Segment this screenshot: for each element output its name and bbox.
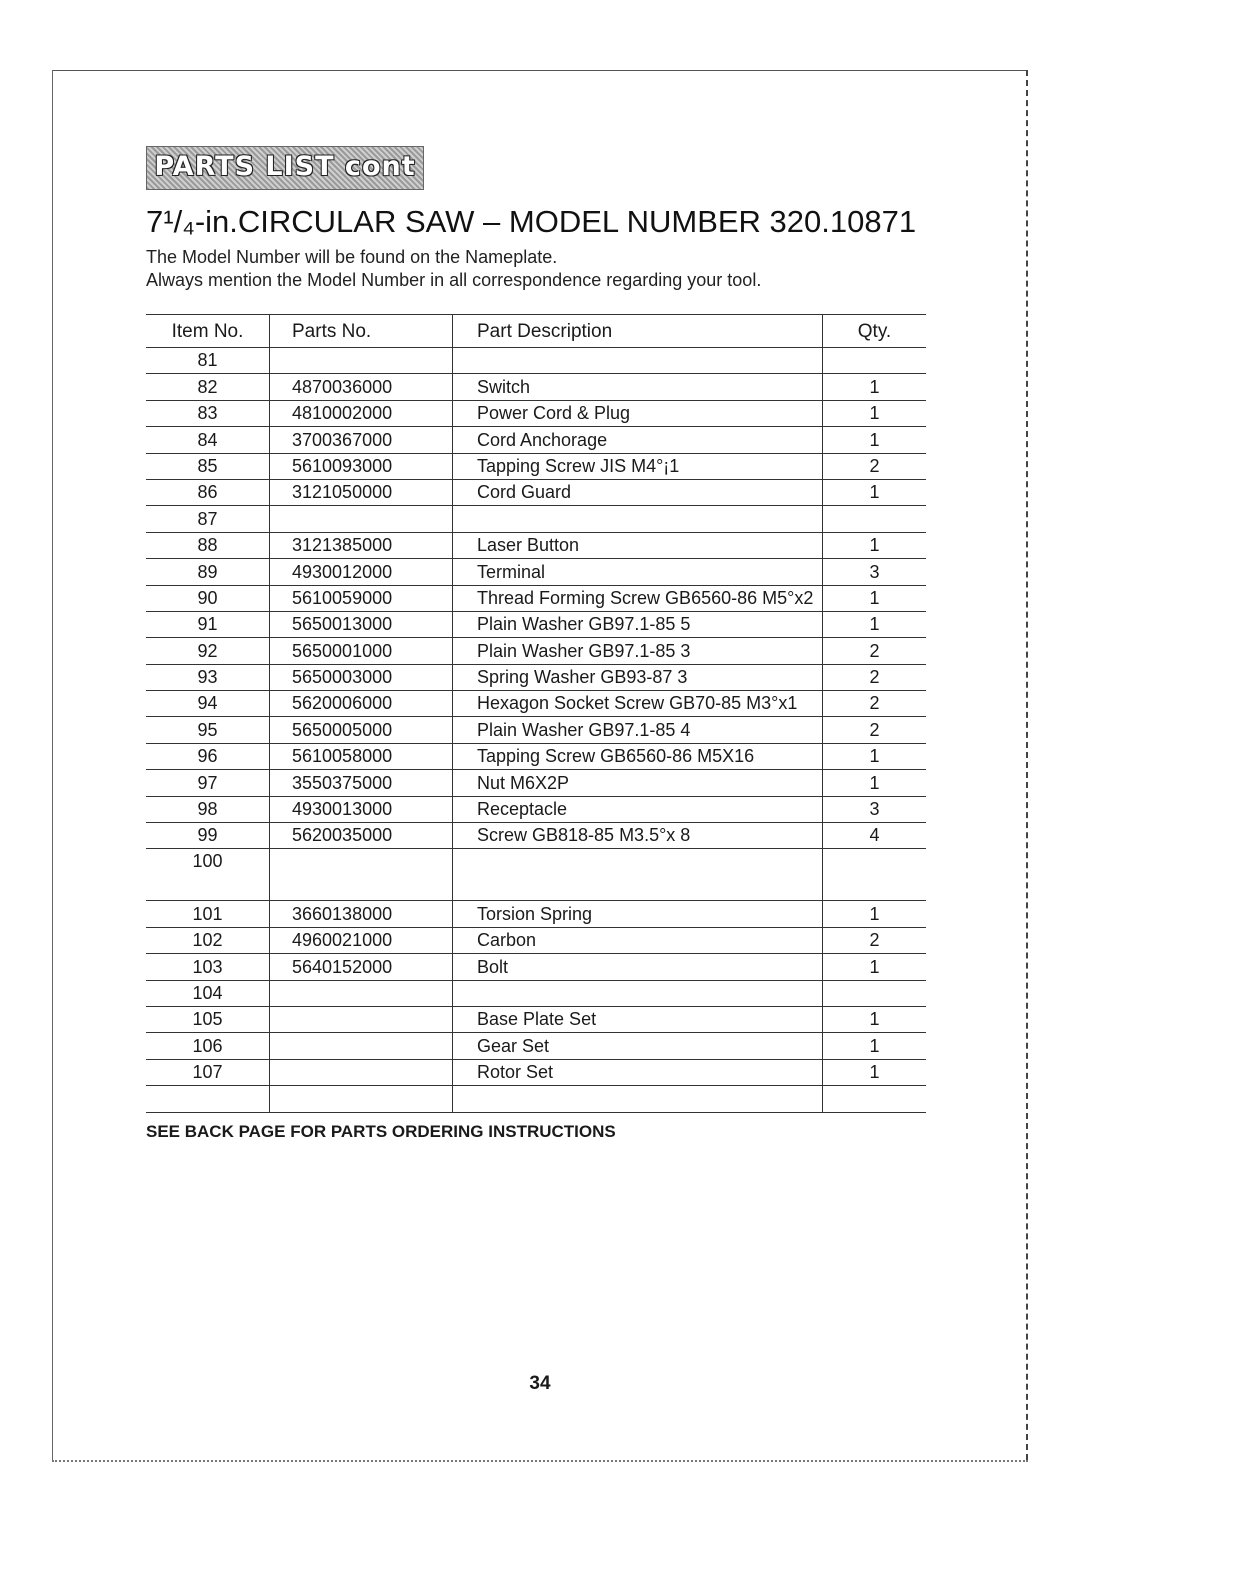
cell-item-no: 105 <box>146 1006 270 1032</box>
table-row <box>146 770 926 796</box>
table-row <box>146 664 926 690</box>
page-number: 34 <box>529 1373 551 1394</box>
cell-item-no: 88 <box>146 532 270 558</box>
cell-part-description: Cord Guard <box>453 479 823 505</box>
table-row <box>146 453 926 479</box>
table-row <box>146 743 926 769</box>
cell-qty: 1 <box>823 400 927 426</box>
cell-item-no: 89 <box>146 559 270 585</box>
header-parts-no: Parts No. <box>270 315 453 348</box>
cell-parts-no <box>270 849 453 901</box>
table-row <box>146 638 926 664</box>
cell-parts-no: 4870036000 <box>270 374 453 400</box>
table-row <box>146 1033 926 1059</box>
cell-item-no: 92 <box>146 638 270 664</box>
cell-item-no: 100 <box>146 849 270 901</box>
cell-qty: 1 <box>823 1006 927 1032</box>
cell-qty: 1 <box>823 611 927 637</box>
cell-part-description: Plain Washer GB97.1-85 3 <box>453 638 823 664</box>
cell-part-description: Carbon <box>453 927 823 953</box>
cell-item-no: 95 <box>146 717 270 743</box>
cell-item-no: 102 <box>146 927 270 953</box>
cell-parts-no: 5610093000 <box>270 453 453 479</box>
table-row <box>146 506 926 532</box>
cell-part-description: Screw GB818-85 M3.5°x 8 <box>453 823 823 849</box>
table-row <box>146 1086 926 1112</box>
cell-qty: 2 <box>823 927 927 953</box>
cell-parts-no: 4930013000 <box>270 796 453 822</box>
page-border-bottom <box>52 1460 1028 1462</box>
cell-item-no: 101 <box>146 901 270 927</box>
cell-item-no: 84 <box>146 427 270 453</box>
ordering-instructions-note: SEE BACK PAGE FOR PARTS ORDERING INSTRUCTIONS <box>146 1122 616 1141</box>
header-item-no: Item No. <box>146 315 270 348</box>
cell-qty <box>823 980 927 1006</box>
cell-parts-no: 5640152000 <box>270 954 453 980</box>
model-note-line-2: Always mention the Model Number in all correspondence regarding your tool. <box>146 270 762 290</box>
cell-part-description: Nut M6X2P <box>453 770 823 796</box>
table-header-row <box>146 315 926 348</box>
table-row <box>146 559 926 585</box>
table-row <box>146 348 926 374</box>
cell-item-no: 96 <box>146 743 270 769</box>
page-border-top <box>52 70 1026 71</box>
table-row <box>146 980 926 1006</box>
cell-part-description <box>453 849 823 901</box>
cell-item-no: 86 <box>146 479 270 505</box>
cell-item-no: 90 <box>146 585 270 611</box>
cell-part-description: Hexagon Socket Screw GB70-85 M3°x1 <box>453 691 823 717</box>
cell-part-description: Base Plate Set <box>453 1006 823 1032</box>
table-row <box>146 927 926 953</box>
cell-qty: 1 <box>823 374 927 400</box>
cell-parts-no: 3700367000 <box>270 427 453 453</box>
cell-item-no: 87 <box>146 506 270 532</box>
cell-part-description: Bolt <box>453 954 823 980</box>
cell-parts-no <box>270 1006 453 1032</box>
cell-qty <box>823 849 927 901</box>
cell-item-no: 107 <box>146 1059 270 1085</box>
table-row <box>146 479 926 505</box>
table-row <box>146 585 926 611</box>
cell-parts-no: 4960021000 <box>270 927 453 953</box>
table-row <box>146 901 926 927</box>
cell-item-no: 83 <box>146 400 270 426</box>
cell-qty: 1 <box>823 954 927 980</box>
cell-item-no: 82 <box>146 374 270 400</box>
cell-part-description <box>453 1086 823 1112</box>
cell-part-description: Power Cord & Plug <box>453 400 823 426</box>
cell-item-no: 98 <box>146 796 270 822</box>
cell-parts-no <box>270 1033 453 1059</box>
page-border-left <box>52 70 53 1460</box>
cell-item-no: 97 <box>146 770 270 796</box>
section-banner <box>146 146 424 190</box>
table-row <box>146 1006 926 1032</box>
cell-parts-no: 4930012000 <box>270 559 453 585</box>
cell-part-description <box>453 980 823 1006</box>
cell-qty: 2 <box>823 664 927 690</box>
cell-parts-no: 5650013000 <box>270 611 453 637</box>
cell-item-no: 81 <box>146 348 270 374</box>
table-row <box>146 796 926 822</box>
header-part-description: Part Description <box>453 315 823 348</box>
cell-qty: 1 <box>823 532 927 558</box>
cell-item-no: 91 <box>146 611 270 637</box>
parts-table <box>146 314 926 1113</box>
cell-part-description: Plain Washer GB97.1-85 4 <box>453 717 823 743</box>
table-row <box>146 427 926 453</box>
table-row <box>146 717 926 743</box>
cell-part-description <box>453 506 823 532</box>
cell-parts-no <box>270 980 453 1006</box>
cell-part-description: Receptacle <box>453 796 823 822</box>
page-border-right <box>1026 70 1028 1460</box>
cell-part-description: Cord Anchorage <box>453 427 823 453</box>
cell-qty: 1 <box>823 1059 927 1085</box>
cell-part-description: Thread Forming Screw GB6560-86 M5°x2 <box>453 585 823 611</box>
table-row <box>146 532 926 558</box>
section-banner-label: PARTS LIST cont <box>154 151 416 182</box>
cell-qty: 3 <box>823 796 927 822</box>
table-row <box>146 954 926 980</box>
table-row <box>146 400 926 426</box>
table-row <box>146 691 926 717</box>
cell-qty: 2 <box>823 717 927 743</box>
cell-qty <box>823 1086 927 1112</box>
cell-parts-no: 5650001000 <box>270 638 453 664</box>
cell-parts-no: 3660138000 <box>270 901 453 927</box>
cell-part-description: Tapping Screw GB6560-86 M5X16 <box>453 743 823 769</box>
cell-qty <box>823 506 927 532</box>
cell-parts-no <box>270 348 453 374</box>
cell-parts-no: 5620035000 <box>270 823 453 849</box>
cell-item-no <box>146 1086 270 1112</box>
cell-qty <box>823 348 927 374</box>
cell-qty: 2 <box>823 691 927 717</box>
cell-item-no: 94 <box>146 691 270 717</box>
cell-part-description: Switch <box>453 374 823 400</box>
cell-parts-no <box>270 1086 453 1112</box>
cell-qty: 1 <box>823 743 927 769</box>
cell-parts-no: 5610059000 <box>270 585 453 611</box>
table-row <box>146 374 926 400</box>
cell-parts-no: 5610058000 <box>270 743 453 769</box>
cell-part-description: Tapping Screw JIS M4°¡1 <box>453 453 823 479</box>
cell-part-description: Rotor Set <box>453 1059 823 1085</box>
cell-parts-no: 5650005000 <box>270 717 453 743</box>
cell-item-no: 85 <box>146 453 270 479</box>
cell-item-no: 103 <box>146 954 270 980</box>
cell-qty: 2 <box>823 453 927 479</box>
cell-parts-no: 5650003000 <box>270 664 453 690</box>
cell-parts-no: 3121050000 <box>270 479 453 505</box>
cell-parts-no: 5620006000 <box>270 691 453 717</box>
cell-qty: 1 <box>823 1033 927 1059</box>
cell-item-no: 106 <box>146 1033 270 1059</box>
cell-part-description: Gear Set <box>453 1033 823 1059</box>
cell-item-no: 104 <box>146 980 270 1006</box>
cell-qty: 3 <box>823 559 927 585</box>
parts-table-body <box>146 348 926 1113</box>
cell-parts-no <box>270 1059 453 1085</box>
cell-qty: 1 <box>823 479 927 505</box>
cell-parts-no: 4810002000 <box>270 400 453 426</box>
model-note-line-1: The Model Number will be found on the Nameplate. <box>146 247 558 267</box>
cell-part-description: Laser Button <box>453 532 823 558</box>
table-row <box>146 611 926 637</box>
cell-part-description: Torsion Spring <box>453 901 823 927</box>
cell-qty: 4 <box>823 823 927 849</box>
cell-parts-no <box>270 506 453 532</box>
cell-qty: 1 <box>823 427 927 453</box>
cell-qty: 1 <box>823 585 927 611</box>
cell-part-description: Spring Washer GB93-87 3 <box>453 664 823 690</box>
page-title: 7¹/₄-in.CIRCULAR SAW – MODEL NUMBER 320.10871 <box>146 204 917 239</box>
cell-part-description <box>453 348 823 374</box>
cell-parts-no: 3121385000 <box>270 532 453 558</box>
cell-qty: 1 <box>823 770 927 796</box>
table-row <box>146 849 926 901</box>
cell-qty: 1 <box>823 901 927 927</box>
cell-qty: 2 <box>823 638 927 664</box>
cell-item-no: 93 <box>146 664 270 690</box>
header-qty: Qty. <box>823 315 927 348</box>
cell-parts-no: 3550375000 <box>270 770 453 796</box>
cell-part-description: Terminal <box>453 559 823 585</box>
cell-item-no: 99 <box>146 823 270 849</box>
table-row <box>146 1059 926 1085</box>
table-row <box>146 823 926 849</box>
cell-part-description: Plain Washer GB97.1-85 5 <box>453 611 823 637</box>
